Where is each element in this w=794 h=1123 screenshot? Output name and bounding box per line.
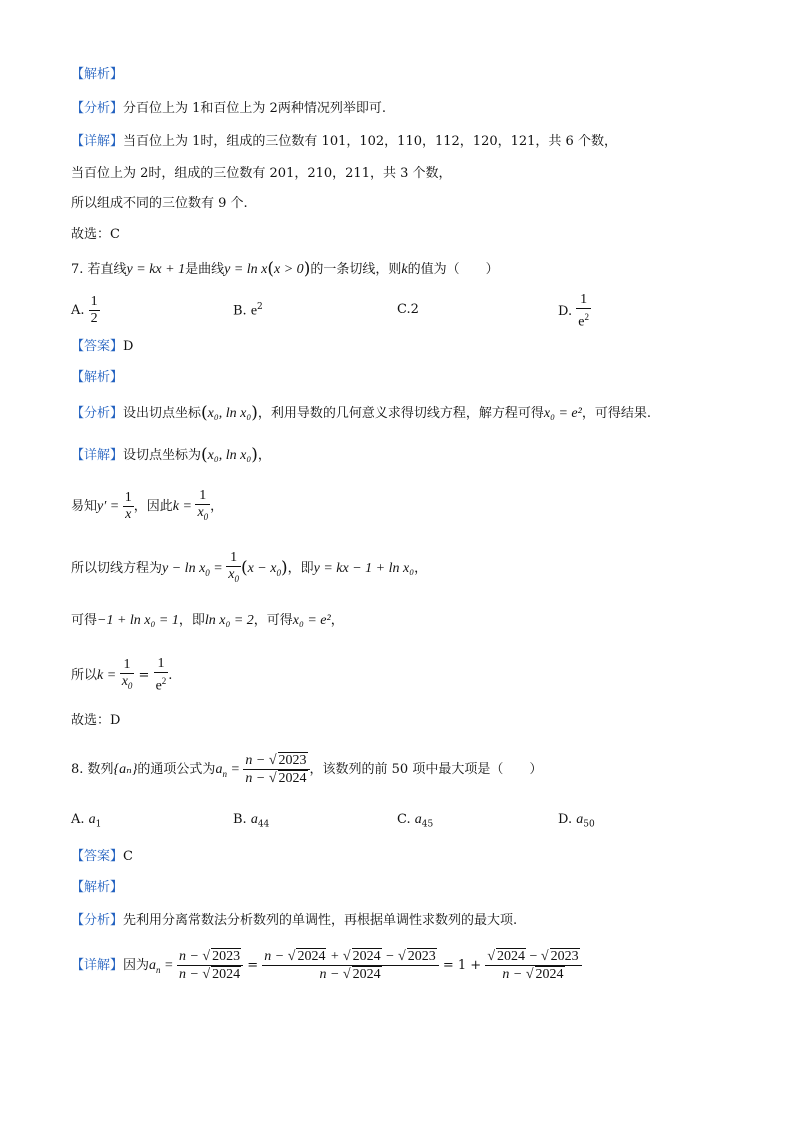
q7-stem-mid2: 的一条切线，则 <box>310 262 402 277</box>
q7-detail-c: 所以切线方程为$y - \ln x_0$ = $\frac{1}{x_0}$ $(x - x_0)$，即y = kx − 1 + ln x₀， <box>71 550 428 584</box>
q6-analysis <box>71 100 386 118</box>
q8-analysis <box>71 912 517 930</box>
q7-detail-b: 易知y′ = $\frac{1}{x}$ ，因此k = $\frac{1}{x_0}$ ， <box>71 488 224 522</box>
q8-formula: $\frac{n - √ 2023}{n - √ 2024}$ <box>243 752 309 787</box>
q8-seq: {aₙ} <box>113 762 138 777</box>
q8-stem: 8. 数列{aₙ}的通项公式为$a_n$ = $\frac{n - √ 2023}{n - √ 2024}$ ，该数列的前 50 项中最大项是（ ） <box>71 753 543 786</box>
q8-option-b: B. $a_{44}$ <box>233 812 270 830</box>
q7-k: k <box>401 262 408 277</box>
q7-detail-point: x₀, ln x₀ <box>207 448 252 463</box>
xiangjie-tag: 【详解】 <box>71 448 124 463</box>
q6-detail-2: 当百位上为 2时，组成的三位数有 201，210，211，共 3 个数， <box>71 166 452 181</box>
q7-stem: 7. 若直线y = kx + 1是曲线y = ln x(x > 0)的一条切线，则k的值为（ ） <box>71 259 499 279</box>
q8-detail: 【详解】因为$a_n$ = $\frac{n - √ 2023}{n - √ 2024}$ = $\frac{n - √ 2024 + √ 2024 - √ 2023}{n - √ 2024}$ = 1 + $\frac{√ 2024 - √ 2023}{n - √ 2024}$ <box>71 948 582 983</box>
fenxi-tag: 【分析】 <box>71 913 124 928</box>
q7-answer-value: D <box>123 339 134 354</box>
q8-option-a: A. $a_1$ <box>71 812 102 830</box>
option-label: D. <box>558 303 573 319</box>
q6-jiexi-tag: 【解析】 <box>71 67 124 82</box>
q8-jiexi-tag: 【解析】 <box>71 880 124 895</box>
q6-detail-1 <box>71 133 617 151</box>
q7-curve-eq: y = ln x <box>224 262 268 277</box>
q7-stem-prefix: 7. 若直线 <box>71 262 127 277</box>
q8-option-c: C. $a_{45}$ <box>397 812 434 830</box>
q7-answer-line: 故选：D <box>71 713 121 728</box>
q8-answer-value: C <box>123 849 133 864</box>
fenxi-tag: 【分析】 <box>71 101 124 116</box>
q7-option-d <box>558 292 591 331</box>
fenxi-tag: 【分析】 <box>71 406 124 421</box>
xiangjie-tag: 【详解】 <box>71 134 124 149</box>
q7-option-b <box>233 302 263 319</box>
q6-answer-line: 故选：C <box>71 227 120 242</box>
xiangjie-tag: 【详解】 <box>71 958 124 973</box>
option-sup: 2 <box>257 302 263 312</box>
q7-stem-suffix: 的值为（ ） <box>407 262 499 277</box>
option-label: C. <box>397 302 411 317</box>
q7-cond: x > 0 <box>274 262 304 277</box>
q7-line-eq: y = kx + 1 <box>126 262 186 277</box>
q7-detail-d: 可得−1 + ln x₀ = 1，即ln x₀ = 2，可得x₀ = e²， <box>71 613 344 628</box>
q8-option-d: D. $a_{50}$ <box>558 812 595 830</box>
option-value: e <box>250 303 258 319</box>
q7-option-c <box>397 302 419 317</box>
q7-detail-a: 【详解】设切点坐标为(x₀, ln x₀)， <box>71 445 271 465</box>
option-label: A. <box>71 303 85 318</box>
q7-answer <box>71 338 133 356</box>
q7-jiexi-tag: 【解析】 <box>71 370 124 385</box>
q7-analysis: 【分析】设出切点坐标(x₀, ln x₀)，利用导数的几何意义求得切线方程，解方程可得x₀ = e²，可得结果. <box>71 403 651 423</box>
q7-option-a <box>71 294 100 327</box>
q6-detail-3: 所以组成不同的三位数有 9 个. <box>71 196 248 211</box>
q7-analysis-eq: x₀ = e² <box>543 406 582 421</box>
fraction: $\frac{1}{2}$ <box>90 294 98 326</box>
q6-analysis-text: 分百位上为 1和百位上为 2两种情况列举即可. <box>123 101 386 116</box>
option-value: 2 <box>410 302 419 317</box>
q7-tangent-eq: y = kx − 1 + ln x₀ <box>313 560 415 576</box>
q8-analysis-text: 先利用分离常数法分析数列的单调性，再根据单调性求数列的最大项. <box>123 913 518 928</box>
q7-stem-mid: 是曲线 <box>185 262 225 277</box>
daan-tag: 【答案】 <box>71 849 124 864</box>
fraction: $\frac{1}{e^2}$ <box>578 292 589 330</box>
q7-analysis-point: x₀, ln x₀ <box>207 406 252 421</box>
daan-tag: 【答案】 <box>71 339 124 354</box>
q6-detail-1-text: 当百位上为 1时，组成的三位数有 101，102，110，112，120，121，共 6 个数， <box>123 134 617 149</box>
q8-answer <box>71 848 133 866</box>
q7-detail-e: 所以k = $\frac{1}{x_0}$ = $\frac{1}{e^2}$ . <box>71 656 173 694</box>
option-label: B. <box>233 303 247 319</box>
